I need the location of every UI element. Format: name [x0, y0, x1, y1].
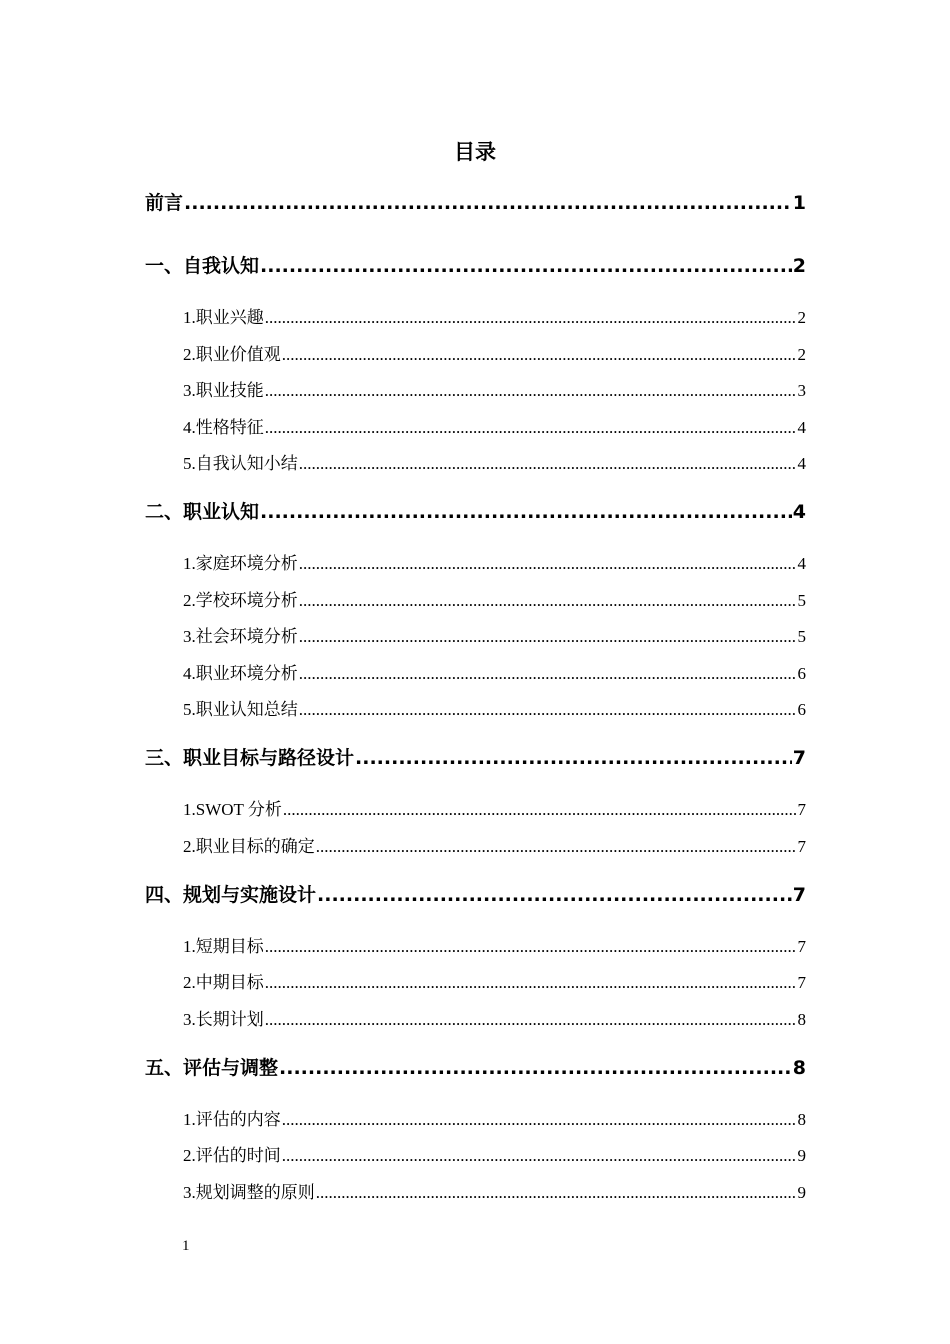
- toc-entry-preface[interactable]: [145, 188, 806, 215]
- toc-leader-dots: [260, 255, 792, 277]
- footer-page-number: 1: [182, 1238, 190, 1254]
- toc-entry-page: 3: [797, 381, 806, 400]
- toc-leader-dots: [316, 837, 797, 857]
- toc-entry-label: 5.自我认知小结: [183, 454, 298, 473]
- toc-entry-label: 2.中期目标: [183, 973, 264, 992]
- toc-entry-label: 三、职业目标与路径设计: [145, 747, 355, 769]
- toc-entry-label: 5.职业认知总结: [183, 700, 298, 719]
- toc-entry-label: 二、职业认知: [145, 501, 260, 523]
- toc-entry-page: 7: [797, 937, 806, 956]
- toc-entry-label: 1.SWOT 分析: [183, 800, 282, 819]
- toc-entry-1-5[interactable]: [183, 449, 806, 474]
- toc-entry-page: 2: [797, 345, 806, 364]
- toc-entry-page: 8: [797, 1010, 806, 1029]
- toc-leader-dots: [299, 664, 797, 684]
- toc-entry-2-2[interactable]: [183, 586, 806, 611]
- toc-entry-5-1[interactable]: [183, 1105, 806, 1130]
- toc-entry-label: 3.职业技能: [183, 381, 264, 400]
- toc-entry-page: 7: [797, 837, 806, 856]
- toc-leader-dots: [279, 1057, 792, 1079]
- toc-entry-label: 1.职业兴趣: [183, 308, 264, 327]
- toc-entry-4-3[interactable]: [183, 1005, 806, 1030]
- toc-entry-page: 7: [792, 747, 806, 769]
- toc-entry-page: 7: [792, 884, 806, 906]
- toc-leader-dots: [265, 937, 797, 957]
- toc-leader-dots: [265, 418, 797, 438]
- toc-leader-dots: [282, 345, 797, 365]
- toc-entry-4-2[interactable]: [183, 968, 806, 993]
- toc-entry-2-4[interactable]: [183, 659, 806, 684]
- toc-leader-dots: [299, 554, 797, 574]
- toc-entry-page: 4: [797, 418, 806, 437]
- toc-entry-page: 9: [797, 1183, 806, 1202]
- toc-entry-page: 4: [797, 554, 806, 573]
- toc-leader-dots: [282, 1110, 797, 1130]
- toc-entry-label: 1.短期目标: [183, 937, 264, 956]
- toc-entry-label: 一、自我认知: [145, 255, 260, 277]
- toc-entry-page: 6: [797, 664, 806, 683]
- toc-entry-label: 4.职业环境分析: [183, 664, 298, 683]
- toc-leader-dots: [299, 454, 797, 474]
- toc-entry-1-1[interactable]: [183, 303, 806, 328]
- toc-entry-page: 9: [797, 1146, 806, 1165]
- toc-entry-label: 4.性格特征: [183, 418, 264, 437]
- toc-entry-page: 2: [797, 308, 806, 327]
- toc-entry-label: 1.家庭环境分析: [183, 554, 298, 573]
- toc-entry-page: 8: [797, 1110, 806, 1129]
- toc-entry-page: 5: [797, 591, 806, 610]
- toc-entry-label: 2.职业价值观: [183, 345, 281, 364]
- toc-leader-dots: [265, 308, 797, 328]
- toc-entry-page: 1: [792, 192, 806, 214]
- toc-entry-label: 3.长期计划: [183, 1010, 264, 1029]
- toc-entry-page: 5: [797, 627, 806, 646]
- toc-entry-label: 2.学校环境分析: [183, 591, 298, 610]
- toc-entry-label: 3.规划调整的原则: [183, 1183, 315, 1202]
- toc-leader-dots: [265, 1010, 797, 1030]
- toc-leader-dots: [282, 1146, 797, 1166]
- toc-entry-section-5[interactable]: [145, 1053, 806, 1080]
- toc-leader-dots: [265, 973, 797, 993]
- toc-entry-label: 五、评估与调整: [145, 1057, 279, 1079]
- toc-leader-dots: [283, 800, 797, 820]
- toc-entry-1-4[interactable]: [183, 413, 806, 438]
- toc-entry-label: 1.评估的内容: [183, 1110, 281, 1129]
- toc-entry-section-1[interactable]: [145, 251, 806, 278]
- toc-entry-label: 四、规划与实施设计: [145, 884, 317, 906]
- toc-leader-dots: [316, 1183, 797, 1203]
- toc-title: 目录: [454, 140, 496, 164]
- toc-entry-label: 2.评估的时间: [183, 1146, 281, 1165]
- toc-entry-4-1[interactable]: [183, 932, 806, 957]
- toc-entry-page: 4: [797, 454, 806, 473]
- toc-entry-3-2[interactable]: [183, 832, 806, 857]
- toc-entry-page: 2: [792, 255, 806, 277]
- toc-entry-2-1[interactable]: [183, 549, 806, 574]
- toc-entry-section-3[interactable]: [145, 743, 806, 770]
- toc-leader-dots: [299, 700, 797, 720]
- toc-entry-label: 2.职业目标的确定: [183, 837, 315, 856]
- toc-entry-section-2[interactable]: [145, 497, 806, 524]
- toc-entry-section-4[interactable]: [145, 880, 806, 907]
- toc-leader-dots: [265, 381, 797, 401]
- toc-leader-dots: [299, 591, 797, 611]
- toc-entry-1-2[interactable]: [183, 340, 806, 365]
- toc-entry-page: 8: [792, 1057, 806, 1079]
- toc-entry-1-3[interactable]: [183, 376, 806, 401]
- toc-entry-5-3[interactable]: [183, 1178, 806, 1203]
- toc-leader-dots: [317, 884, 792, 906]
- toc-leader-dots: [355, 747, 792, 769]
- toc-entry-page: 7: [797, 800, 806, 819]
- toc-leader-dots: [260, 501, 792, 523]
- toc-entry-2-5[interactable]: [183, 695, 806, 720]
- toc-entry-label: 前言: [145, 192, 184, 214]
- toc-entry-page: 7: [797, 973, 806, 992]
- toc-entry-2-3[interactable]: [183, 622, 806, 647]
- toc-entry-label: 3.社会环境分析: [183, 627, 298, 646]
- toc-entry-5-2[interactable]: [183, 1141, 806, 1166]
- toc-entry-page: 4: [792, 501, 806, 523]
- toc-leader-dots: [184, 192, 792, 214]
- toc-leader-dots: [299, 627, 797, 647]
- toc-entry-3-1[interactable]: [183, 795, 806, 820]
- toc-entry-page: 6: [797, 700, 806, 719]
